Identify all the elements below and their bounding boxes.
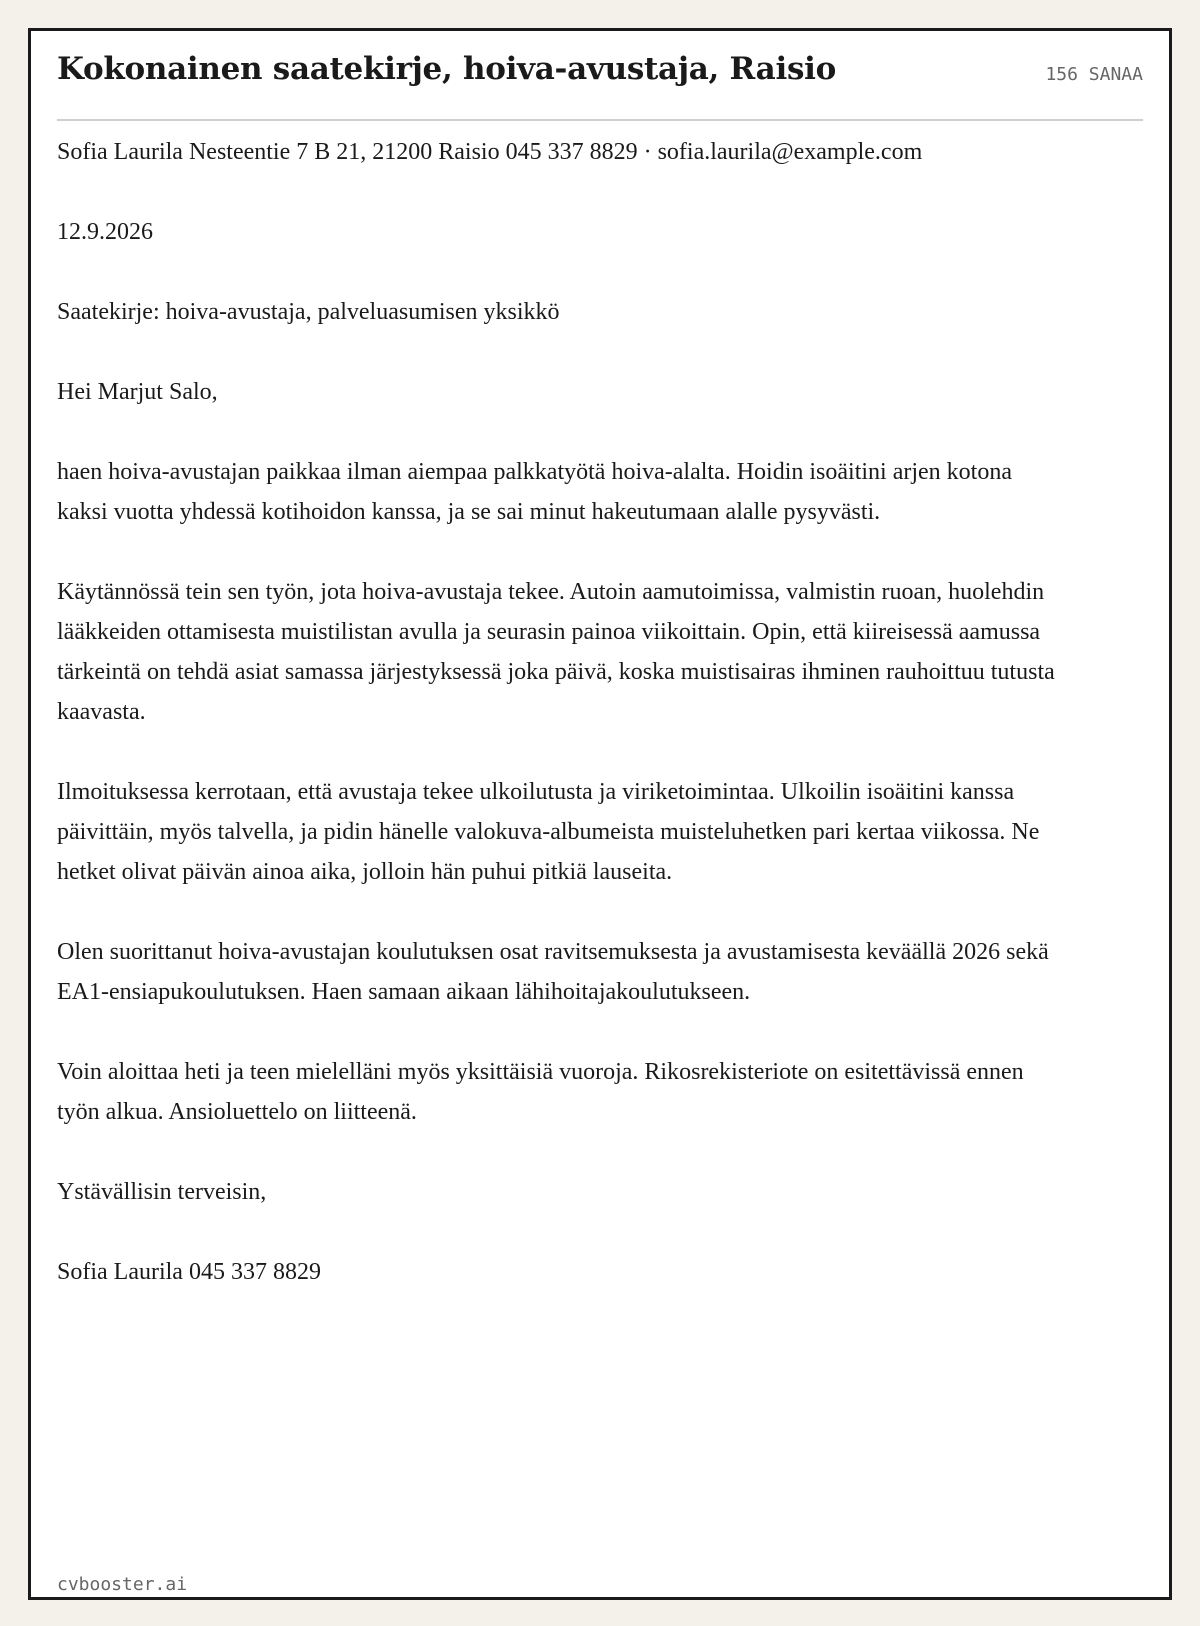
letter-body bbox=[57, 132, 1057, 1332]
letter-signature: Sofia Laurila 045 337 8829 bbox=[57, 1259, 321, 1285]
cover-letter-card bbox=[28, 28, 1172, 1600]
letter-greeting: Hei Marjut Salo, bbox=[57, 379, 218, 405]
body-paragraph-5: Voin aloittaa heti ja teen mielelläni myös yksittäisiä vuoroja. Rikosrekisteriote on esitettävissä ennen työn alkua. Ansioluettelo on liitteenä. bbox=[57, 1059, 1024, 1125]
letter-subject: Saatekirje: hoiva-avustaja, palveluasumisen yksikkö bbox=[57, 299, 560, 325]
body-paragraph-1: haen hoiva-avustajan paikkaa ilman aiempaa palkkatyötä hoiva-alalta. Hoidin isoäitini arjen kotona kaksi vuotta yhdessä kotihoidon kanssa, ja se sai minut hakeutumaan alalle pysyvästi. bbox=[57, 459, 1012, 525]
letter-date: 12.9.2026 bbox=[57, 219, 153, 245]
letter-header bbox=[57, 31, 1143, 121]
page-title: Kokonainen saatekirje, hoiva-avustaja, Raisio bbox=[57, 51, 836, 87]
body-paragraph-4: Olen suorittanut hoiva-avustajan koulutuksen osat ravitsemuksesta ja avustamisesta keväällä 2026 sekä EA1-ensiapukoulutuksen. Haen samaan aikaan lähihoitajakoulutukseen. bbox=[57, 939, 1049, 1005]
sender-info: Sofia Laurila Nesteentie 7 B 21, 21200 Raisio 045 337 8829 · sofia.laurila@example.com bbox=[57, 139, 923, 165]
body-paragraph-2: Käytännössä tein sen työn, jota hoiva-avustaja tekee. Autoin aamutoimissa, valmistin ruoan, huolehdin lääkkeiden ottamisesta muistilistan avulla ja seurasin painoa viikoittain. Opin, että kiireisessä aamussa tärkeintä on tehdä asiat samassa järjestyksessä joka päivä, koska muistisairas ihminen rauhoittuu tutusta kaavasta. bbox=[57, 579, 1055, 725]
footer-brand: cvbooster.ai bbox=[57, 1574, 188, 1595]
letter-closing: Ystävällisin terveisin, bbox=[57, 1179, 267, 1205]
word-count-label: 156 SANAA bbox=[1045, 64, 1143, 85]
body-paragraph-3: Ilmoituksessa kerrotaan, että avustaja tekee ulkoilutusta ja viriketoimintaa. Ulkoilin isoäitini kanssa päivittäin, myös talvella, ja pidin hänelle valokuva-albumeista muisteluhetken pari kertaa viikossa. Ne hetket olivat päivän ainoa aika, jolloin hän puhui pitkiä lauseita. bbox=[57, 779, 1040, 885]
